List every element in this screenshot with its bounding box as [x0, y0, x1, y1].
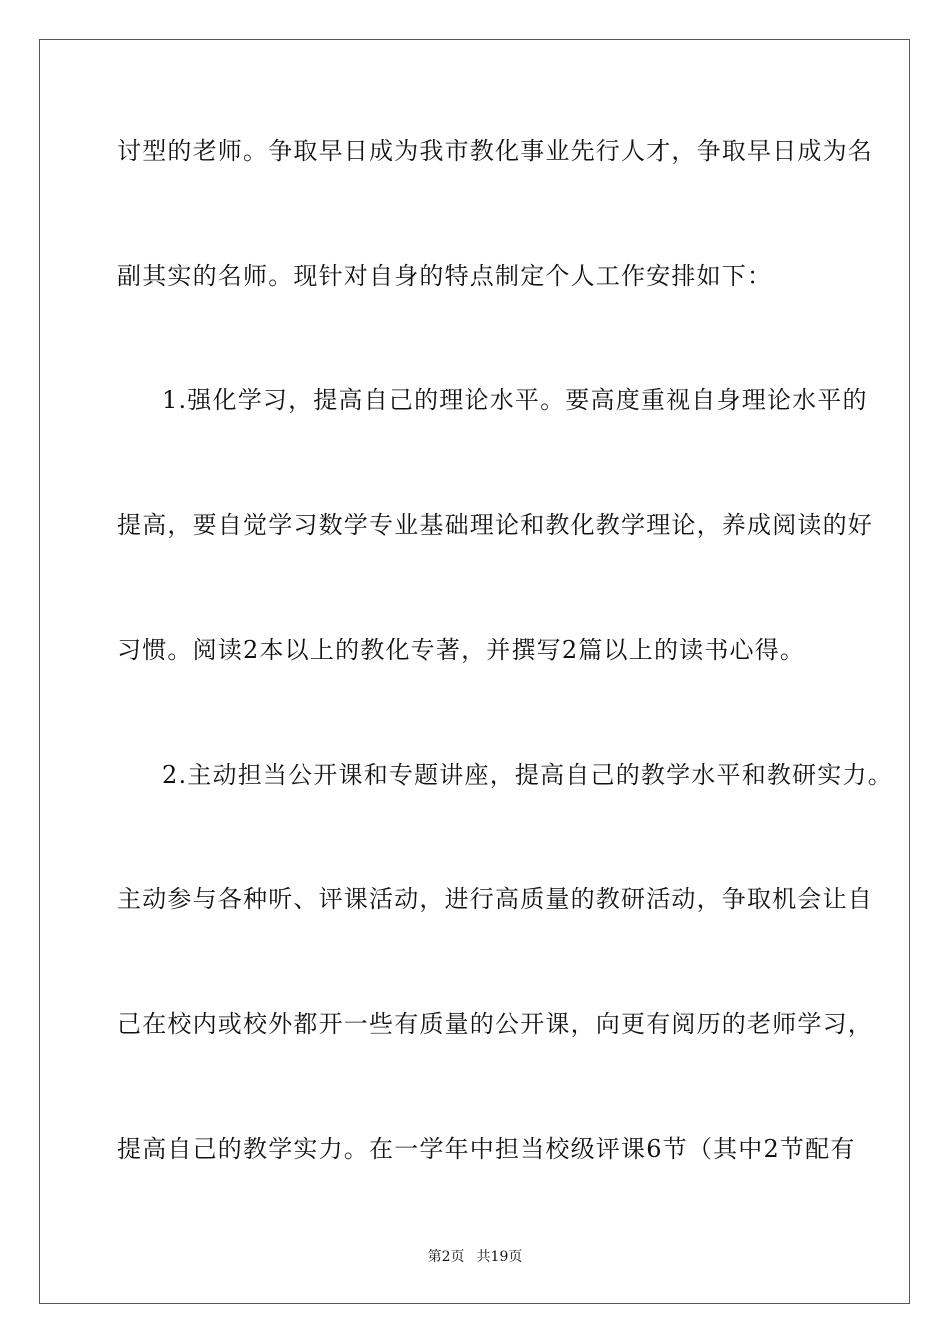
page-total: 共19页	[476, 1249, 523, 1265]
text-line: 习惯。阅读2本以上的教化专著，并撰写2篇以上的读书心得。	[117, 636, 806, 664]
text-line: 主动参与各种听、评课活动，进行高质量的教研活动，争取机会让自	[117, 885, 873, 913]
page-border	[39, 39, 910, 1304]
text-line: 2.主动担当公开课和专题讲座，提高自己的教学水平和教研实力。	[162, 761, 893, 789]
text-line: 提高，要自觉学习数学专业基础理论和教化教学理论，养成阅读的好	[117, 511, 873, 539]
text-line: 讨型的老师。争取早日成为我市教化事业先行人才，争取早日成为名	[117, 137, 873, 165]
text-line: 提高自己的教学实力。在一学年中担当校级评课6节（其中2节配有	[117, 1135, 856, 1163]
text-line: 副其实的名师。现针对自身的特点制定个人工作安排如下：	[117, 262, 773, 290]
page-number: 第2页	[427, 1249, 465, 1265]
text-line: 1.强化学习，提高自己的理论水平。要高度重视自身理论水平的	[162, 386, 868, 414]
text-line: 己在校内或校外都开一些有质量的公开课，向更有阅历的老师学习，	[117, 1010, 873, 1038]
page-footer	[0, 1248, 950, 1266]
